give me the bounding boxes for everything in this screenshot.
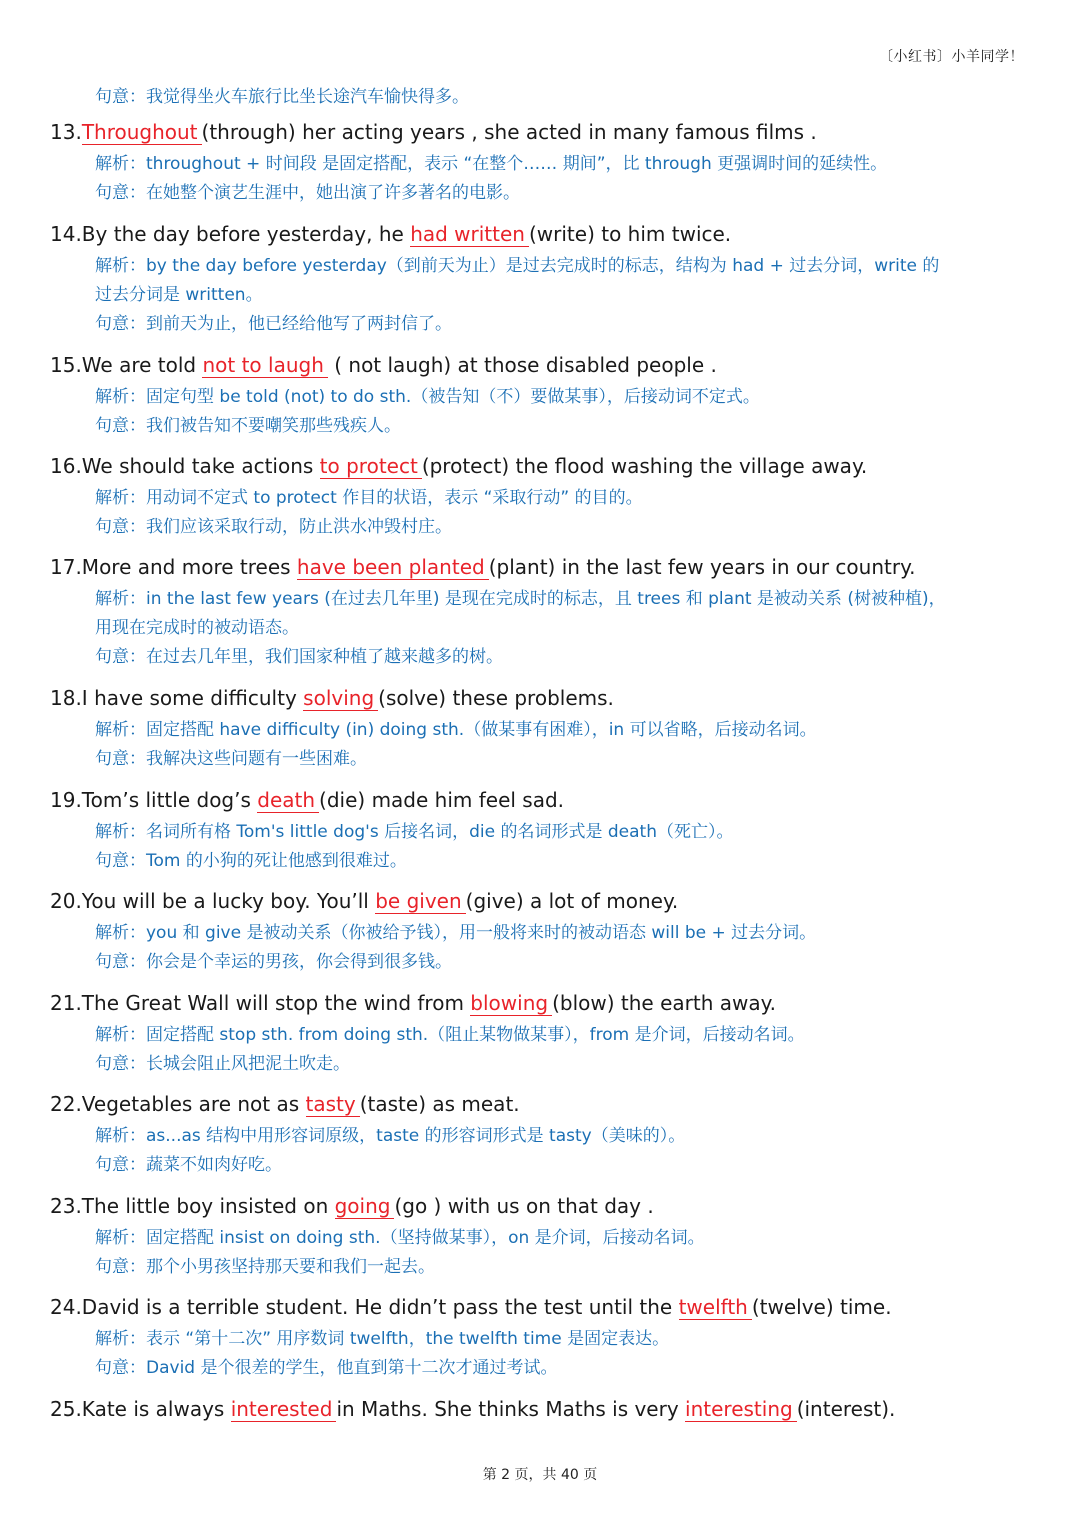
exercise-item: [50, 1090, 1035, 1180]
explanation-line: 句意：那个小男孩坚持那天要和我们一起去。: [95, 1257, 435, 1277]
question-prefix: 17.More and more trees: [50, 555, 297, 579]
exercise-item: [50, 351, 1035, 441]
answer-blank: be given: [375, 889, 465, 914]
question-prefix: 18.I have some difficulty: [50, 686, 304, 710]
explanation-line: 句意：Tom 的小狗的死让他感到很难过。: [95, 851, 407, 871]
page-header-tag: 〔小红书〕小羊同学！: [879, 49, 1024, 65]
exercise-item: [50, 786, 1035, 876]
explanation-block: [95, 1021, 1035, 1079]
question-suffix: (protect) the flood washing the village away.: [421, 454, 868, 478]
explanation-line: 解析：as...as 结构中用形容词原级，taste 的形容词形式是 tasty（美味的）。: [95, 1126, 686, 1146]
page-number: 第 2 页，共 40 页: [482, 1467, 598, 1483]
explanation-block: [95, 1325, 1035, 1383]
explanation-line: 句意：在她整个演艺生涯中，她出演了许多著名的电影。: [95, 183, 520, 203]
question-prefix: 23.The little boy insisted on: [50, 1194, 335, 1218]
explanation-line: 解析：by the day before yesterday（到前天为止）是过去完成时的标志，结构为 had + 过去分词，write 的: [95, 256, 940, 276]
question-prefix: 14.By the day before yesterday, he: [50, 222, 411, 246]
question-line: [50, 1090, 1035, 1118]
explanation-block: [95, 818, 1035, 876]
answer-blank: Throughout: [82, 120, 202, 145]
question-suffix: (die) made him feel sad.: [319, 788, 565, 812]
explanation-line: 过去分词是 written。: [95, 285, 263, 305]
answer-blank: have been planted: [297, 555, 489, 580]
question-suffix: (solve) these problems.: [378, 686, 614, 710]
answer-blank: solving: [303, 686, 378, 711]
answer-blank: death: [257, 788, 319, 813]
question-line: [50, 118, 1035, 146]
exercise-item: [50, 684, 1035, 774]
question-line: [50, 887, 1035, 915]
explanation-line: 解析：you 和 give 是被动关系（你被给予钱），用一般将来时的被动语态 will be + 过去分词。: [95, 923, 817, 943]
explanation-line: 解析：名词所有格 Tom's little dog's 后接名词，die 的名词形式是 death（死亡）。: [95, 822, 734, 842]
question-line: [50, 684, 1035, 712]
explanation-line: 解析：throughout + 时间段 是固定搭配，表示 “在整个…… 期间”，比 through 更强调时间的延续性。: [95, 154, 888, 174]
explanation-block: [95, 484, 1035, 542]
answer-blank: tasty: [306, 1092, 360, 1117]
question-prefix: 15.We are told: [50, 353, 203, 377]
question-line: [50, 553, 1035, 581]
answer-blank: twelfth: [679, 1295, 752, 1320]
exercise-item: [50, 118, 1035, 208]
explanation-block: [95, 383, 1035, 441]
exercise-item: [50, 452, 1035, 542]
explanation-block: [95, 919, 1035, 977]
answer-blank: blowing: [470, 991, 552, 1016]
question-suffix: ( not laugh) at those disabled people .: [327, 353, 717, 377]
question-suffix: (twelve) time.: [751, 1295, 892, 1319]
question-suffix: (interest).: [796, 1397, 896, 1421]
answer-blank: not to laugh: [202, 353, 327, 378]
sentence-meaning-line: 句意：我觉得坐火车旅行比坐长途汽车愉快得多。: [95, 87, 469, 107]
question-prefix: 20.You will be a lucky boy. You’ll: [50, 889, 376, 913]
explanation-line: 解析：固定句型 be told (not) to do sth.（被告知（不）要做某事），后接动词不定式。: [95, 387, 760, 407]
question-suffix: (plant) in the last few years in our country.: [488, 555, 916, 579]
exercise-item: [50, 1192, 1035, 1282]
question-prefix: 13.: [50, 120, 82, 144]
question-suffix: (taste) as meat.: [359, 1092, 520, 1116]
answer-blank-1: interested: [231, 1397, 337, 1422]
question-line: [50, 786, 1035, 814]
explanation-line: 句意：在过去几年里，我们国家种植了越来越多的树。: [95, 647, 503, 667]
question-suffix: (through) her acting years , she acted in many famous films .: [201, 120, 817, 144]
explanation-block: [95, 716, 1035, 774]
explanation-line: 句意：David 是个很差的学生，他直到第十二次才通过考试。: [95, 1358, 558, 1378]
exercise-item: [50, 1293, 1035, 1383]
question-suffix: (give) a lot of money.: [465, 889, 679, 913]
exercise-item: [50, 553, 1035, 672]
question-line: [50, 452, 1035, 480]
explanation-block: [95, 252, 1035, 339]
question-line: [50, 1395, 1035, 1423]
answer-blank-2: interesting: [685, 1397, 797, 1422]
question-prefix: 21.The Great Wall will stop the wind from: [50, 991, 471, 1015]
question-line: [50, 1293, 1035, 1321]
question-prefix: 22.Vegetables are not as: [50, 1092, 306, 1116]
explanation-line: 句意：长城会阻止风把泥土吹走。: [95, 1054, 350, 1074]
question-prefix: 16.We should take actions: [50, 454, 320, 478]
question-suffix: (blow) the earth away.: [552, 991, 776, 1015]
explanation-line: 句意：蔬菜不如肉好吃。: [95, 1155, 282, 1175]
explanation-line: 解析：固定搭配 stop sth. from doing sth.（阻止某物做某事），from 是介词，后接动名词。: [95, 1025, 805, 1045]
answer-blank: going: [335, 1194, 395, 1219]
question-prefix: 24.David is a terrible student. He didn’t pass the test until the: [50, 1295, 679, 1319]
explanation-line: 解析：固定搭配 have difficulty (in) doing sth.（做某事有困难），in 可以省略，后接动名词。: [95, 720, 817, 740]
question-prefix: 19.Tom’s little dog’s: [50, 788, 258, 812]
exercise-item: [50, 989, 1035, 1079]
question-suffix: (write) to him twice.: [528, 222, 732, 246]
answer-blank: to protect: [320, 454, 422, 479]
question-middle: in Maths. She thinks Maths is very: [336, 1397, 686, 1421]
explanation-line: 解析：用动词不定式 to protect 作目的状语，表示 “采取行动” 的目的。: [95, 488, 643, 508]
explanation-line: 句意：到前天为止，他已经给他写了两封信了。: [95, 314, 452, 334]
explanation-line: 用现在完成时的被动语态。: [95, 618, 299, 638]
explanation-block: [95, 1224, 1035, 1282]
explanation-line: 句意：我们被告知不要嘲笑那些残疾人。: [95, 416, 401, 436]
explanation-block: [95, 1122, 1035, 1180]
explanation-line: 句意：我解决这些问题有一些困难。: [95, 749, 367, 769]
explanation-block: [95, 150, 1035, 208]
explanation-line: 解析：in the last few years (在过去几年里) 是现在完成时的标志，且 trees 和 plant 是被动关系 (树被种植)，: [95, 589, 946, 609]
explanation-line: 句意：你会是个幸运的男孩，你会得到很多钱。: [95, 952, 452, 972]
explanation-block: [95, 585, 1035, 672]
question-line: [50, 351, 1035, 379]
exercise-item: [50, 220, 1035, 339]
explanation-line: 解析：固定搭配 insist on doing sth.（坚持做某事），on 是介词，后接动名词。: [95, 1228, 705, 1248]
question-line: [50, 220, 1035, 248]
exercise-item-25: [50, 1395, 1035, 1423]
question-suffix: (go ) with us on that day .: [394, 1194, 654, 1218]
exercise-item: [50, 887, 1035, 977]
explanation-line: 解析：表示 “第十二次” 用序数词 twelfth，the twelfth time 是固定表达。: [95, 1329, 670, 1349]
explanation-line: 句意：我们应该采取行动，防止洪水冲毁村庄。: [95, 517, 452, 537]
answer-blank: had written: [410, 222, 529, 247]
question-line: [50, 1192, 1035, 1220]
question-prefix: 25.Kate is always: [50, 1397, 231, 1421]
question-line: [50, 989, 1035, 1017]
